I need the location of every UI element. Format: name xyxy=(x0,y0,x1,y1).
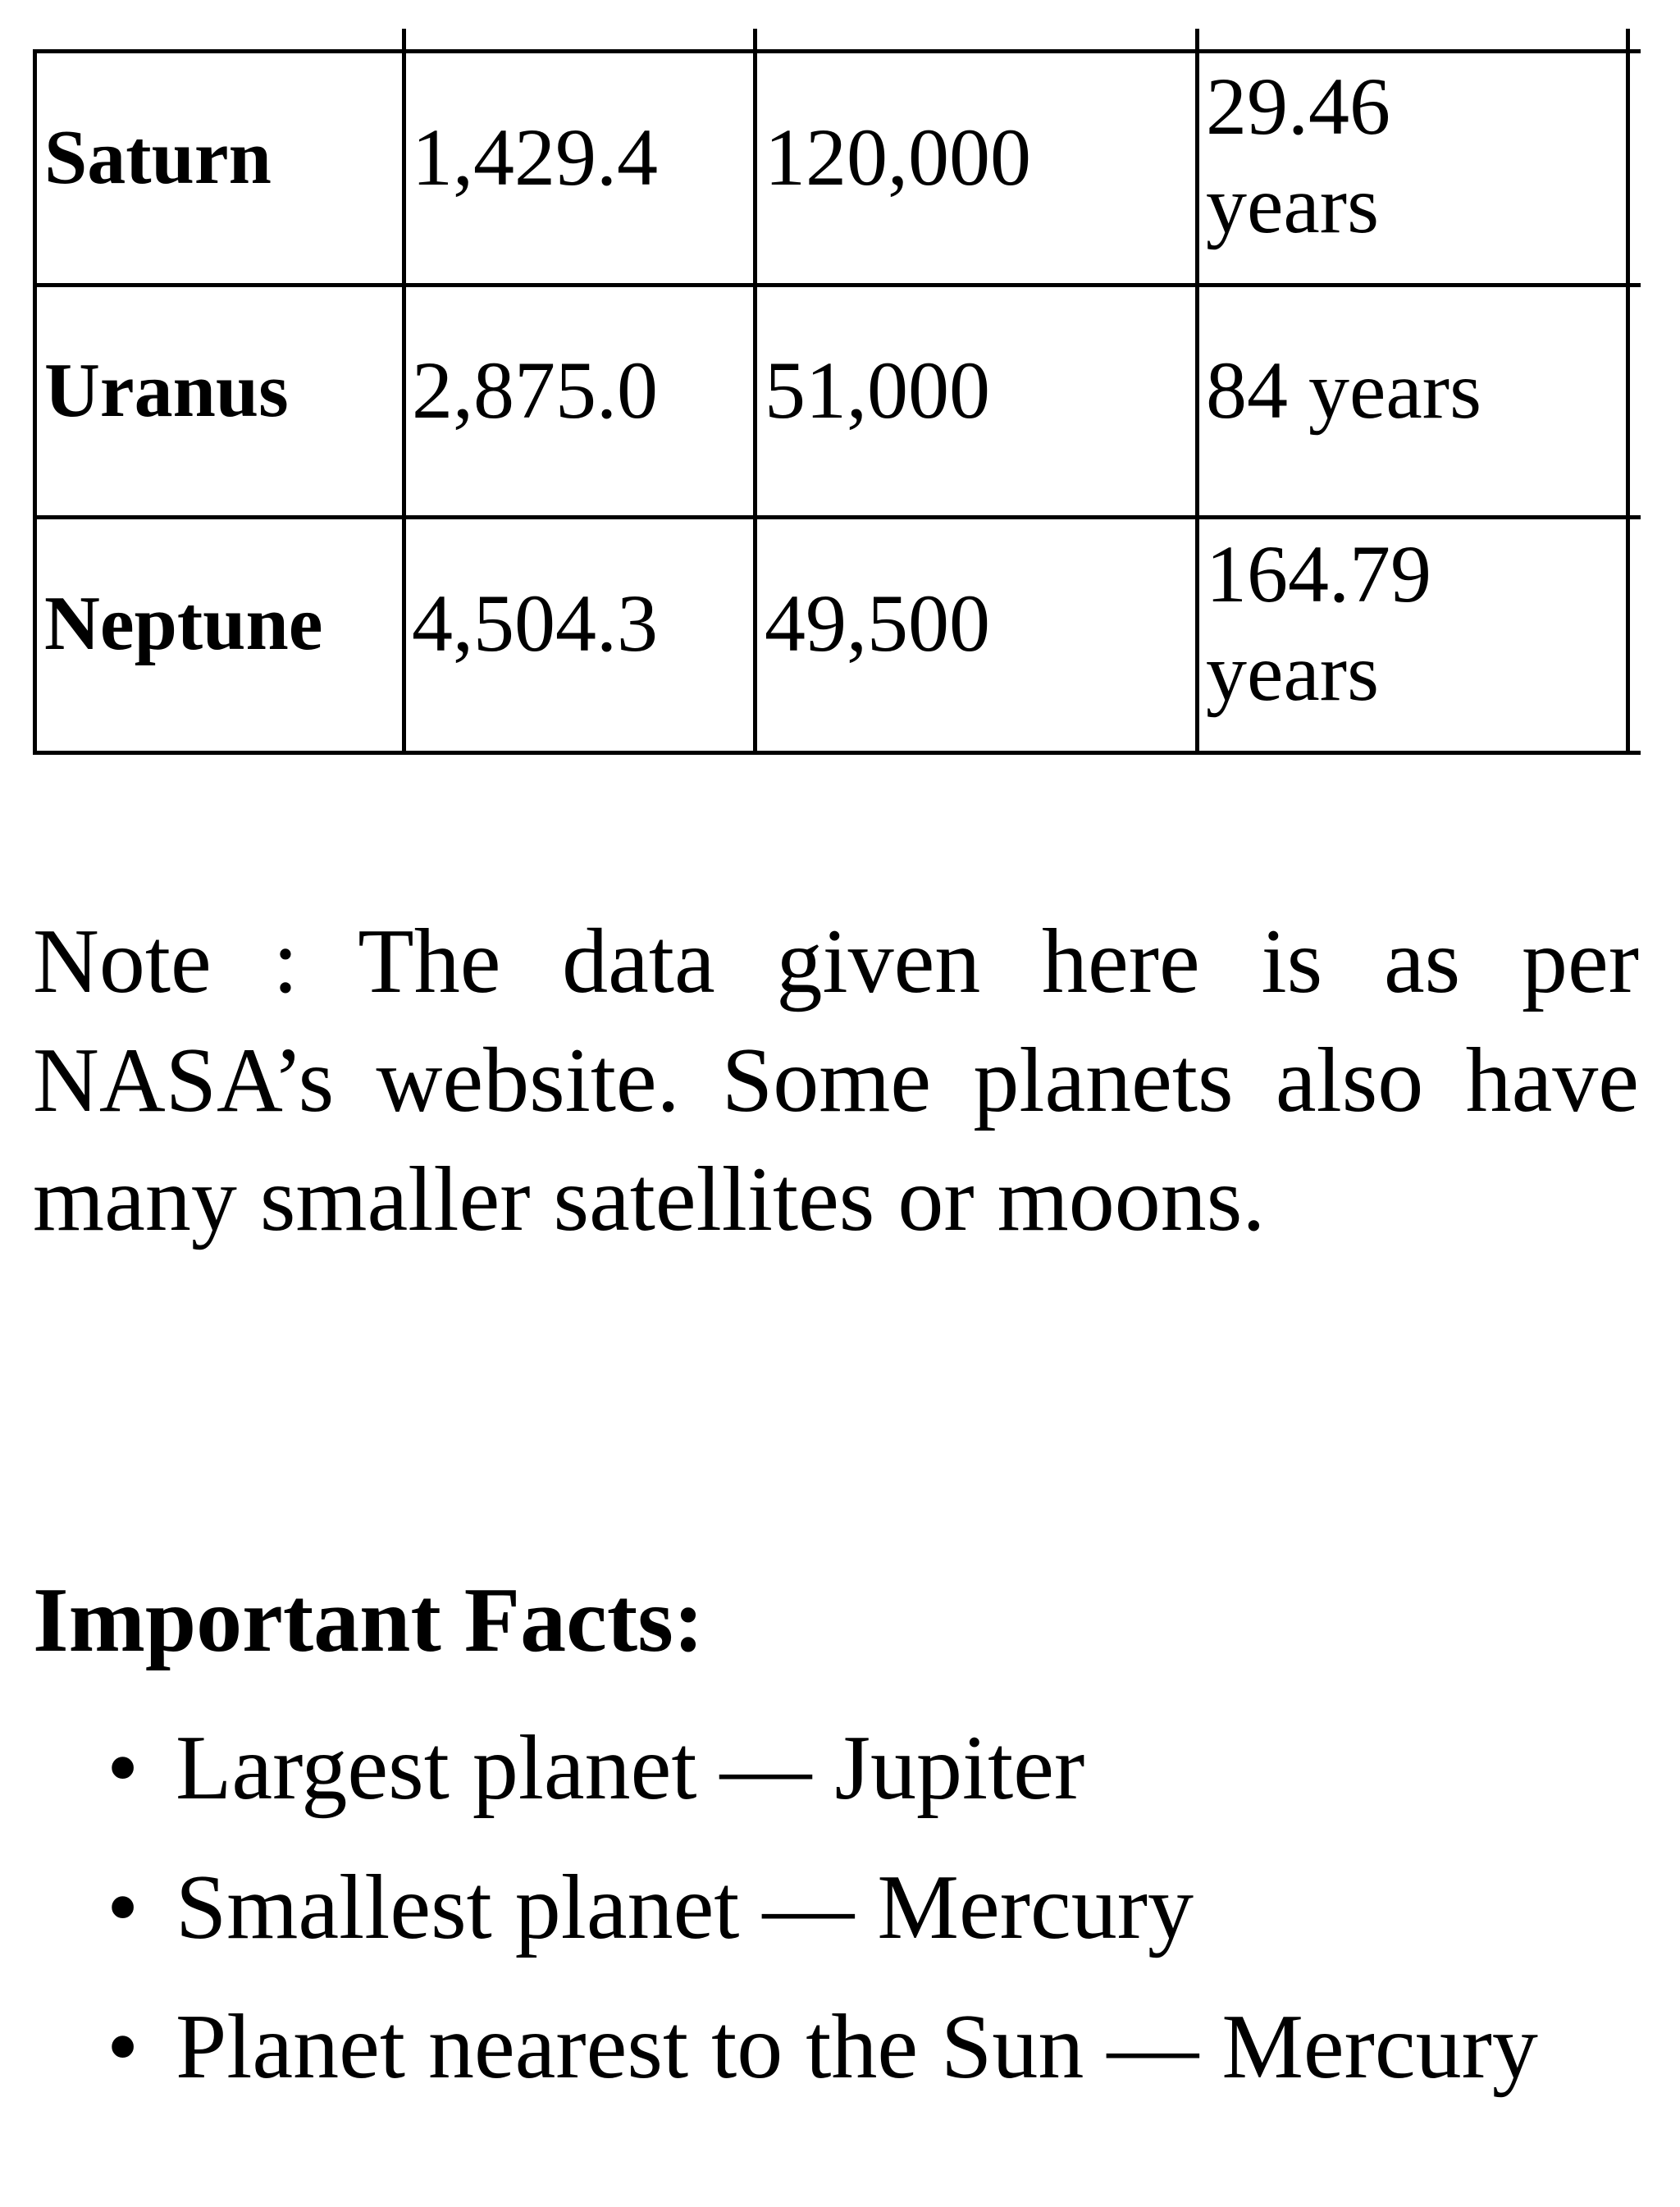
table-cell-distance: 4,504.3 xyxy=(412,578,658,669)
table-cell-period: 84 years xyxy=(1206,345,1481,436)
table-cell-distance: 2,875.0 xyxy=(412,345,658,436)
facts-heading: Important Facts: xyxy=(33,1570,705,1671)
table-cell-period: 164.79 xyxy=(1206,528,1431,619)
list-item xyxy=(107,1698,1538,1838)
table-cell-period: 29.46 xyxy=(1206,61,1390,152)
table-border-right xyxy=(1626,29,1630,755)
table-column-divider xyxy=(402,29,406,755)
table-cell-planet: Neptune xyxy=(44,581,323,666)
table-cell-diameter: 120,000 xyxy=(765,112,1031,203)
table-cell-diameter: 51,000 xyxy=(765,345,990,436)
table-row-divider xyxy=(33,515,1641,519)
bullet-icon: • xyxy=(107,1996,139,2098)
table-cell-diameter: 49,500 xyxy=(765,578,990,669)
table-border-bottom xyxy=(33,751,1641,755)
table-cell-distance: 1,429.4 xyxy=(412,112,658,203)
table-cell-planet: Uranus xyxy=(44,348,289,433)
bullet-icon: • xyxy=(107,1857,139,1958)
fact-text: Largest planet — Jupiter xyxy=(176,1717,1085,1819)
facts-list xyxy=(107,1698,1538,2117)
bullet-icon: • xyxy=(107,1717,139,1819)
list-item xyxy=(107,1977,1538,2117)
table-cell-period-unit: years xyxy=(1206,627,1379,718)
table-border-top xyxy=(33,49,1641,53)
planet-data-table xyxy=(33,0,1641,759)
list-item xyxy=(107,1838,1538,1977)
table-cell-planet: Saturn xyxy=(44,115,272,200)
table-row-divider xyxy=(33,283,1641,287)
fact-text: Planet nearest to the Sun — Mercury xyxy=(176,1996,1538,2098)
table-border-left xyxy=(33,49,37,755)
table-column-divider xyxy=(1195,29,1199,755)
note-paragraph: Note : The data given here is as per NASA’s website. Some planets also have many smaller satellites or moons. xyxy=(33,911,1639,1250)
table-column-divider xyxy=(753,29,757,755)
fact-text: Smallest planet — Mercury xyxy=(176,1857,1194,1958)
table-cell-period-unit: years xyxy=(1206,159,1379,250)
